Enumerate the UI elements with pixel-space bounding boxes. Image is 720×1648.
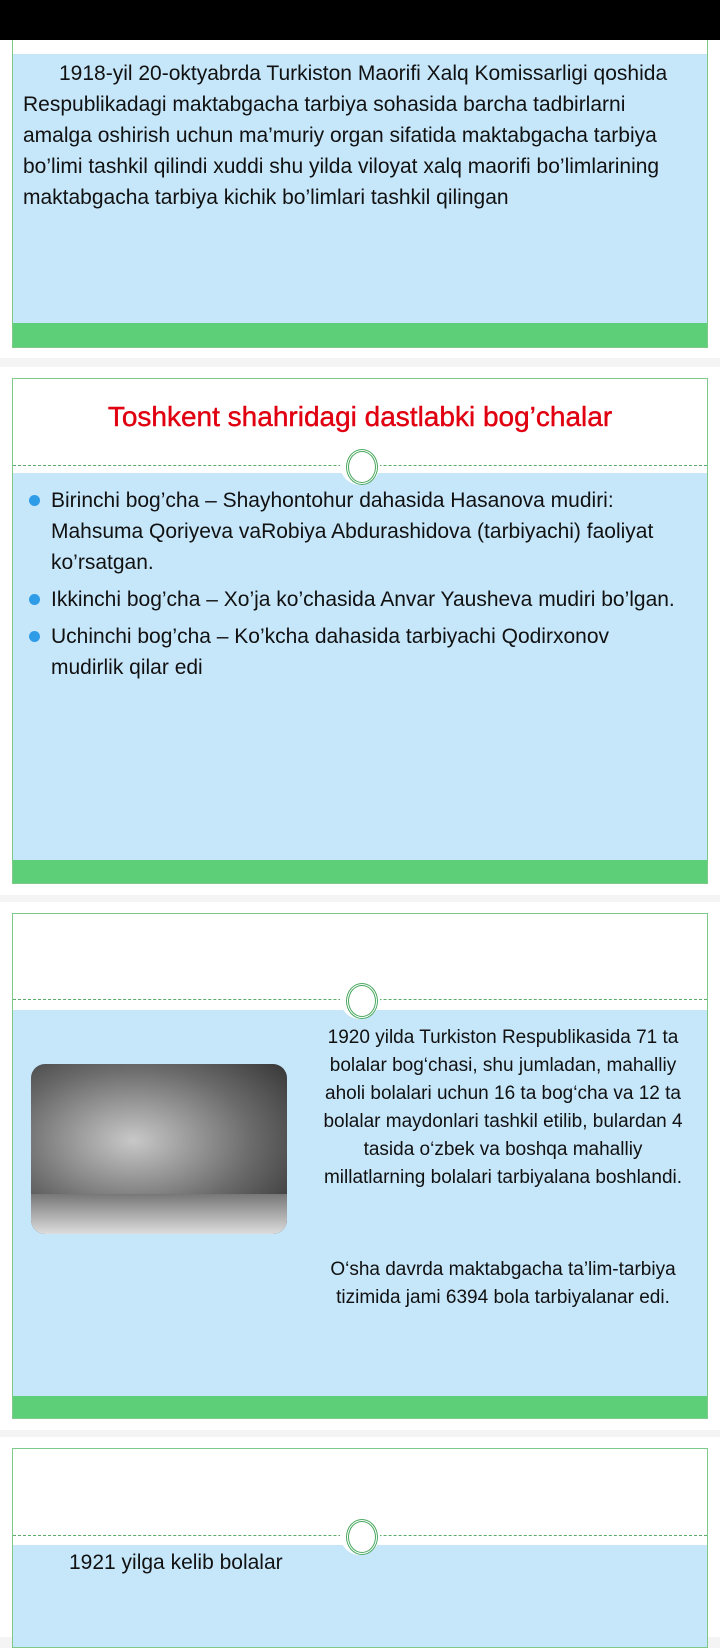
slide-2-list	[23, 485, 687, 689]
circle-ornament-icon	[340, 1515, 380, 1555]
slide-3	[0, 902, 720, 1430]
slide-2-title: Toshkent shahridagi dastlabki bog’chalar	[107, 401, 613, 432]
slide-3-text-2: O‘sha davrda maktabgacha ta’lim-tarbiya tizimida jami 6394 bola tarbiyalanar edi.	[330, 1259, 676, 1308]
slide-4-text: 1921 yilga kelib bolalar	[69, 1551, 283, 1574]
list-item: Uchinchi bog’cha – Ko’kcha dahasida tarbiyachi Qodirxonov mudirlik qilar edi	[23, 621, 687, 683]
slide-1-text: 1918-yil 20-oktyabrda Turkiston Maorifi Xalq Komissarligi qoshida Respublikadagi maktabgacha tarbiya sohasida barcha tadbirlarni amalga oshirish uchun ma’muriy organ sifatida maktabgacha tarbiya bo’limi tashkil qilindi xuddi shu yilda viloyat xalq maorifi bo’limlarining maktabgacha tarbiya kichik bo’limlari tashkil qilingan	[23, 62, 668, 209]
slide-4	[0, 1437, 720, 1637]
circle-ornament-icon	[340, 979, 380, 1019]
slide-3-text-1: 1920 yilda Turkiston Respublikasida 71 ta bolalar bog‘chasi, shu jumladan, mahalliy aholi bolalari uchun 16 ta bog‘cha va 12 ta bolalar maydonlari tashkil etilib, bulardan 4 tasida o‘zbek va boshqa mahalliy millatlarning bolalari tarbiyalana boshlandi.	[323, 1027, 683, 1188]
historical-photo	[31, 1064, 287, 1234]
list-item: Ikkinchi bog’cha – Xo’ja ko’chasida Anvar Yausheva mudiri bo’lgan.	[23, 584, 687, 615]
slide-2	[0, 367, 720, 895]
slide-1	[0, 40, 720, 358]
circle-ornament-icon	[340, 445, 380, 485]
list-item: Birinchi bog’cha – Shayhontohur dahasida Hasanova mudiri: Mahsuma Qoriyeva vaRobiya Abdurashidova (tarbiyachi) faoliyat ko’rsatgan.	[23, 485, 687, 578]
